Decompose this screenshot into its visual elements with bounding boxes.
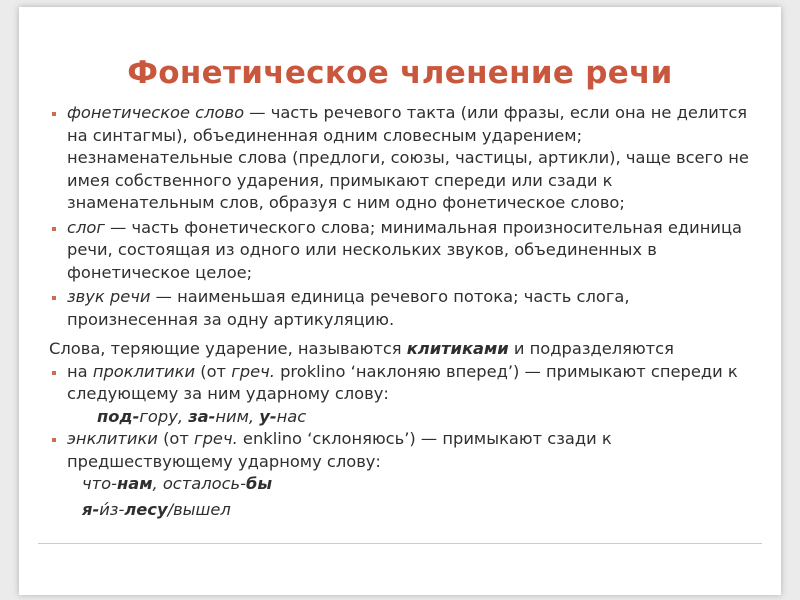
example-bold: бы (246, 474, 273, 493)
example-bold: лесу (124, 499, 168, 519)
term-clitics: клитиками (406, 339, 509, 358)
slide-title: Фонетическое членение речи (127, 55, 673, 91)
proclitics-definition: proklino ‘наклоняю вперед’) — примыкают спереди к следующему за ним ударному слову: (67, 361, 738, 403)
term-enclitics: энклитики (67, 429, 158, 448)
bullet-proclitics (49, 361, 749, 406)
slide (19, 7, 781, 595)
example-bold: у- (259, 406, 277, 426)
clitics-intro-text: Слова, теряющие ударение, называются (49, 339, 407, 358)
enclitics-example-2 (49, 499, 749, 522)
slide-body (49, 102, 749, 521)
enclitics-greek: греч. (194, 429, 238, 448)
example-bold: под- (97, 406, 140, 426)
clitics-intro (49, 338, 749, 361)
term-proclitics: проклитики (92, 361, 196, 381)
bottom-divider (38, 543, 762, 544)
definition-phonetic-word: — часть речевого такта (или фразы, если она не делится на синтагмы), объединенная одним словесным ударением; незнаменательные слова (предлоги, союзы, частицы, артикли), чаще всего не имея собственного ударения, примыкают спереди или сзади к знаменательным слов, образуя с ним одно фонетическое слово; (67, 103, 749, 212)
bullet-phonetic-word (49, 102, 749, 215)
term-syllable: слог (67, 217, 105, 237)
proclitics-example (49, 406, 749, 429)
example-text: /вышел (167, 499, 231, 519)
example-text: и́з- (99, 499, 125, 519)
enclitics-definition: enklino ‘склоняюсь’) — примыкают сзади к предшествующему ударному слову: (67, 429, 612, 471)
clitics-intro-tail: и подразделяются (508, 339, 674, 358)
bullet-speech-sound (49, 286, 749, 331)
definition-speech-sound: — наименьшая единица речевого потока; часть слога, произнесенная за одну артикуляцию. (67, 287, 630, 329)
bullet-enclitics (49, 428, 749, 473)
example-bold: нам (116, 474, 153, 493)
bullet-syllable (49, 217, 749, 285)
definition-syllable: — часть фонетического слова; минимальная произносительная единица речи, состоящая из одного или нескольких звуков, объединенных в фонетическое целое; (67, 217, 743, 282)
example-text: гору, (139, 406, 189, 426)
example-text: нас (276, 406, 307, 426)
example-bold: я- (82, 499, 100, 519)
example-text: ним, (215, 406, 260, 426)
example-bold: за- (188, 406, 216, 426)
enclitics-paren: (от (157, 429, 195, 448)
enclitics-example-1 (49, 473, 749, 496)
term-speech-sound: звук речи (67, 287, 151, 306)
proclitics-paren: (от (195, 361, 232, 381)
example-text: что- (82, 474, 117, 493)
example-text: , осталось- (152, 474, 247, 493)
term-phonetic-word: фонетическое слово (67, 103, 245, 122)
proclitics-greek: греч. (231, 361, 275, 381)
proclitics-prefix: на (67, 361, 93, 381)
